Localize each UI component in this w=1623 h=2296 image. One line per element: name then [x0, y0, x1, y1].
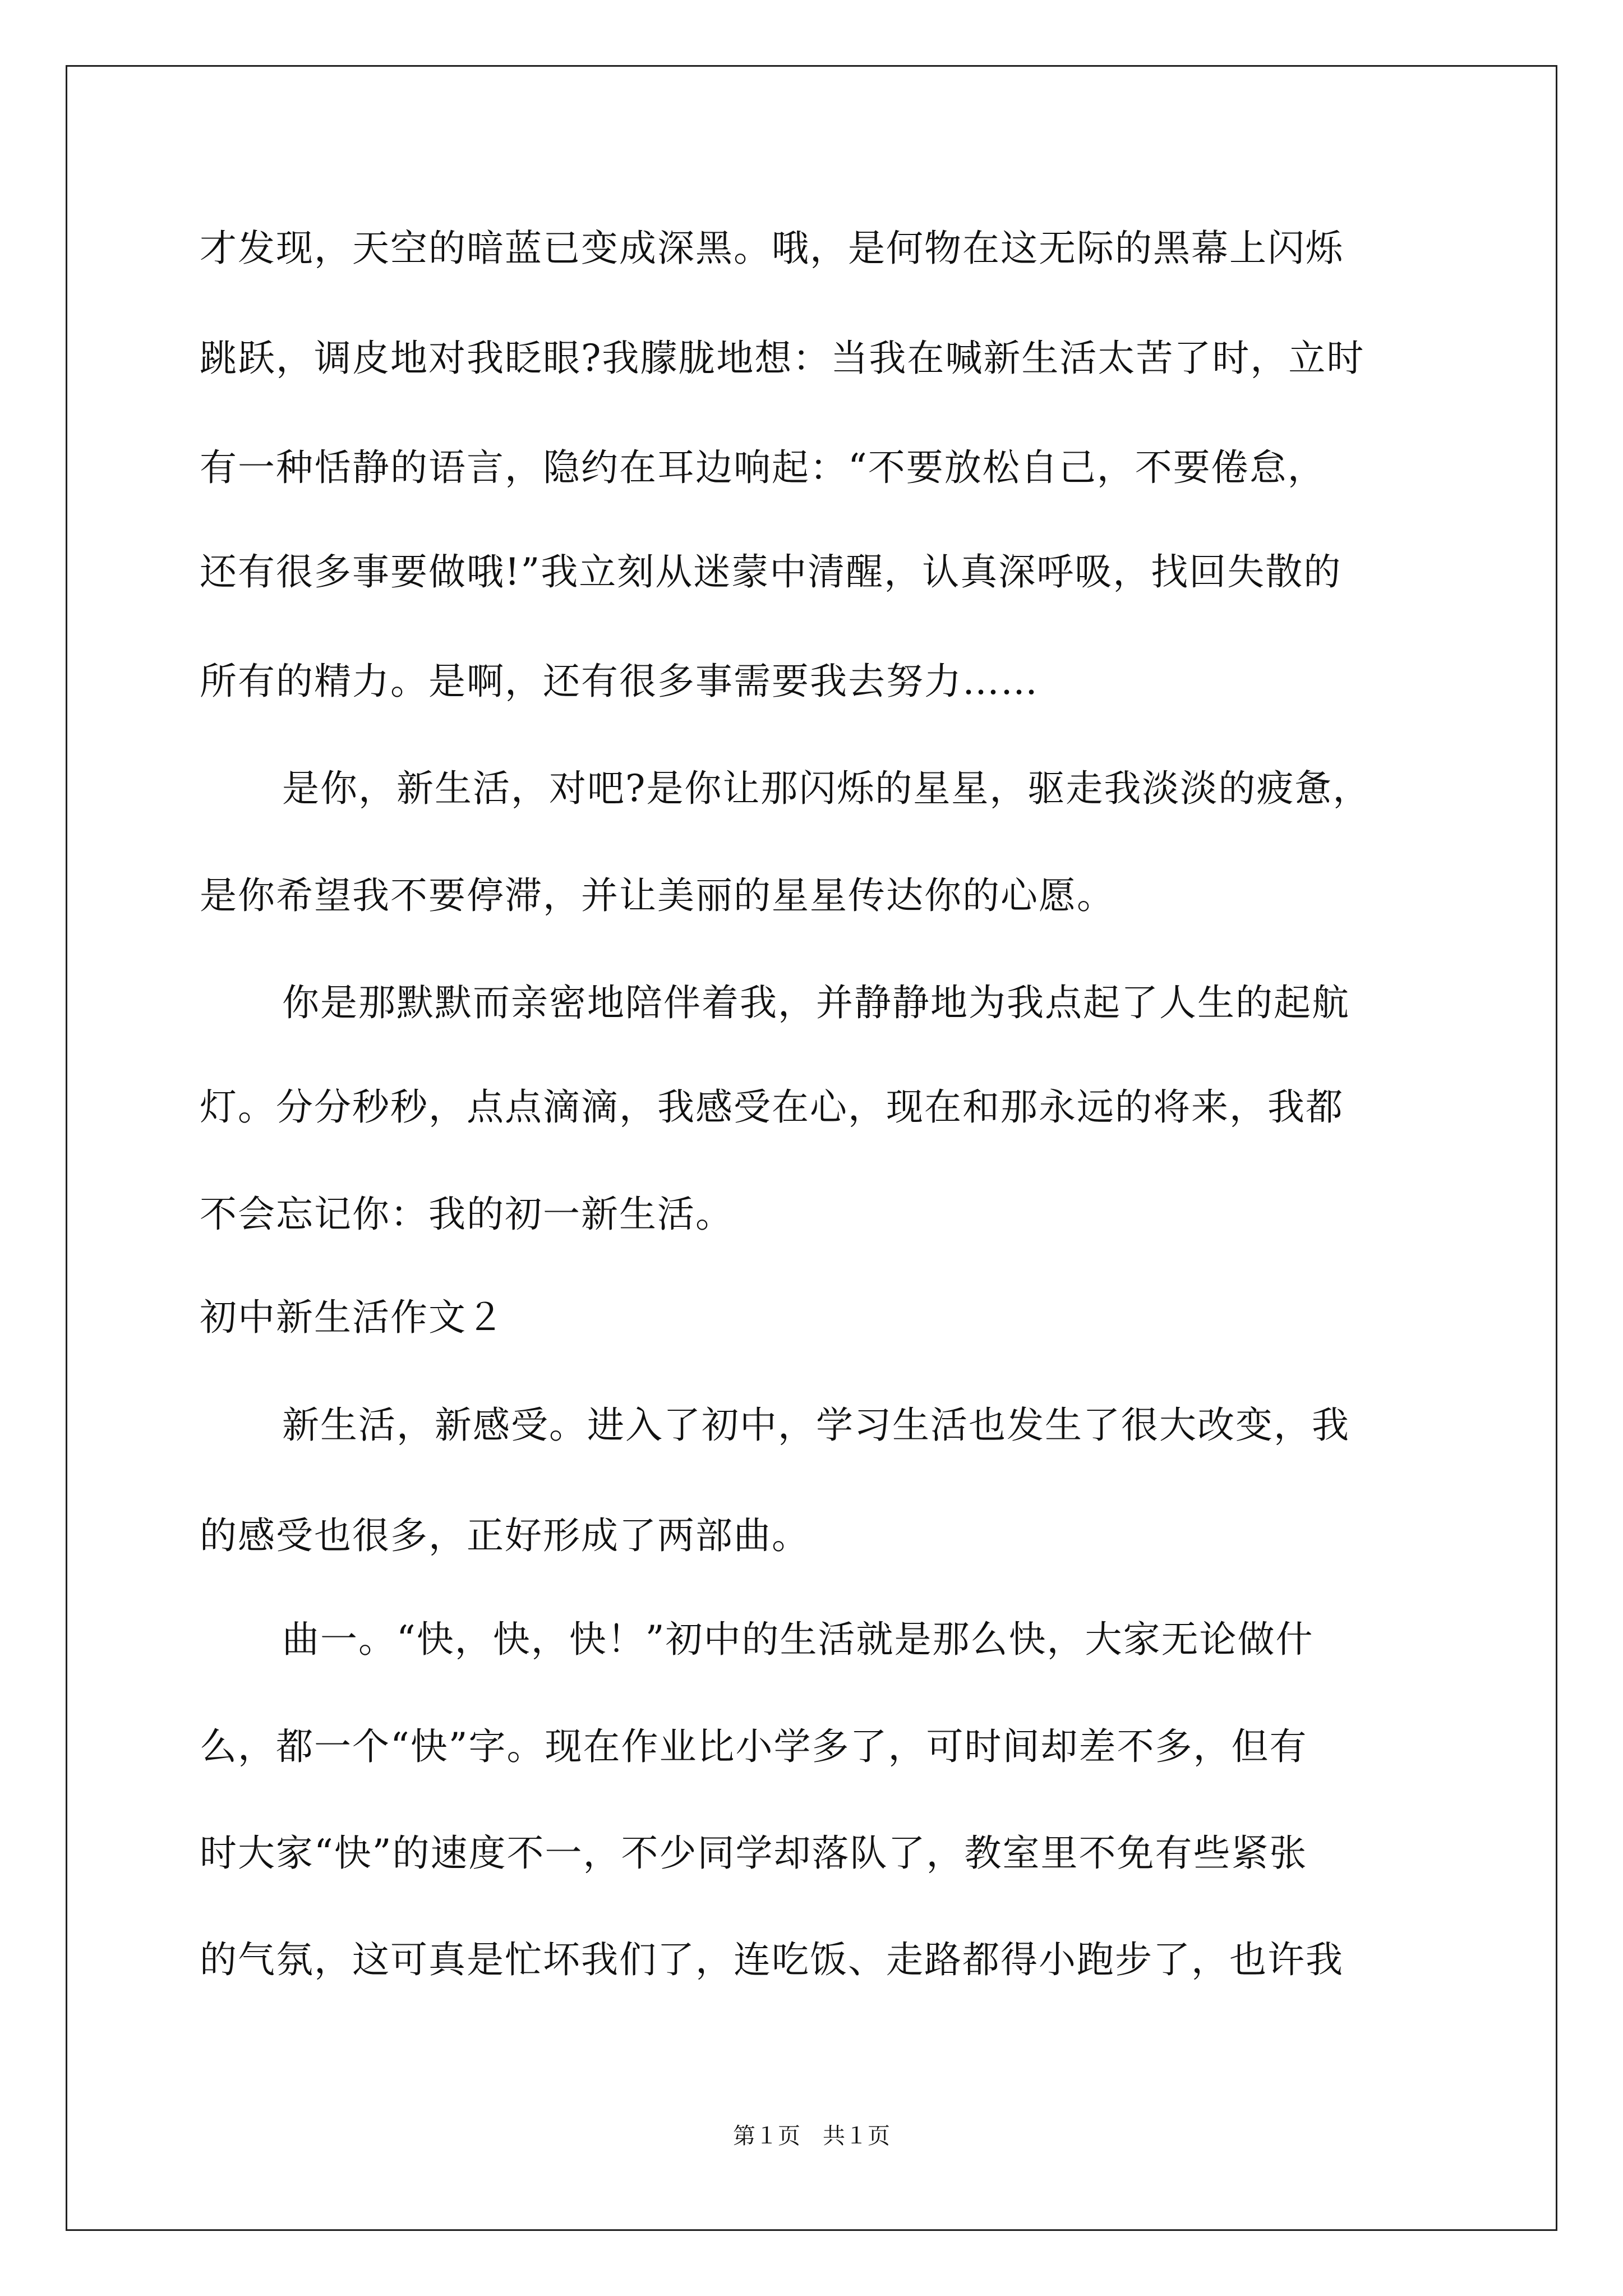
text-line-1: 才发现，天空的暗蓝已变成深黑。哦，是何物在这无际的黑幕上闪烁 — [200, 227, 1344, 270]
text-line-13: 的感受也很多，正好形成了两部曲。 — [200, 1514, 810, 1557]
text-line-16: 时大家“快”的速度不一，不少同学却落队了，教室里不免有些紧张 — [200, 1832, 1308, 1875]
text-line-17: 的气氛，这可真是忙坏我们了，连吃饭、走路都得小跑步了，也许我 — [200, 1938, 1344, 1981]
paragraph-start-line-14: 曲一。“快，快，快！”初中的生活就是那么快，大家无论做什 — [282, 1618, 1314, 1661]
paragraph-start-line-8: 你是那默默而亲密地陪伴着我，并静静地为我点起了人生的起航 — [282, 981, 1350, 1024]
text-line-15: 么，都一个“快”字。现在作业比小学多了，可时间却差不多，但有 — [200, 1725, 1308, 1768]
paragraph-start-line-6: 是你，新生活，对吧?是你让那闪烁的星星，驱走我淡淡的疲惫， — [282, 767, 1371, 810]
text-line-5: 所有的精力。是啊，还有很多事需要我去努力…… — [200, 660, 1039, 703]
paragraph-start-line-12: 新生活，新感受。进入了初中，学习生活也发生了很大改变，我 — [282, 1404, 1350, 1447]
page-number-footer: 第１页 共１页 — [733, 2123, 890, 2149]
page-border — [66, 65, 1557, 2231]
text-line-7: 是你希望我不要停滞，并让美丽的星星传达你的心愿。 — [200, 874, 1115, 917]
text-line-9: 灯。分分秒秒，点点滴滴，我感受在心，现在和那永远的将来，我都 — [200, 1085, 1344, 1129]
text-line-2: 跳跃，调皮地对我眨眼?我朦胧地想：当我在喊新生活太苦了时，立时 — [200, 337, 1365, 380]
text-line-4: 还有很多事要做哦!”我立刻从迷蒙中清醒，认真深呼吸，找回失散的 — [200, 550, 1342, 593]
section-heading: 初中新生活作文２ — [200, 1296, 505, 1339]
text-line-3: 有一种恬静的语言，隐约在耳边响起：“不要放松自己，不要倦怠， — [200, 446, 1326, 489]
text-line-10: 不会忘记你：我的初一新生活。 — [200, 1193, 734, 1236]
